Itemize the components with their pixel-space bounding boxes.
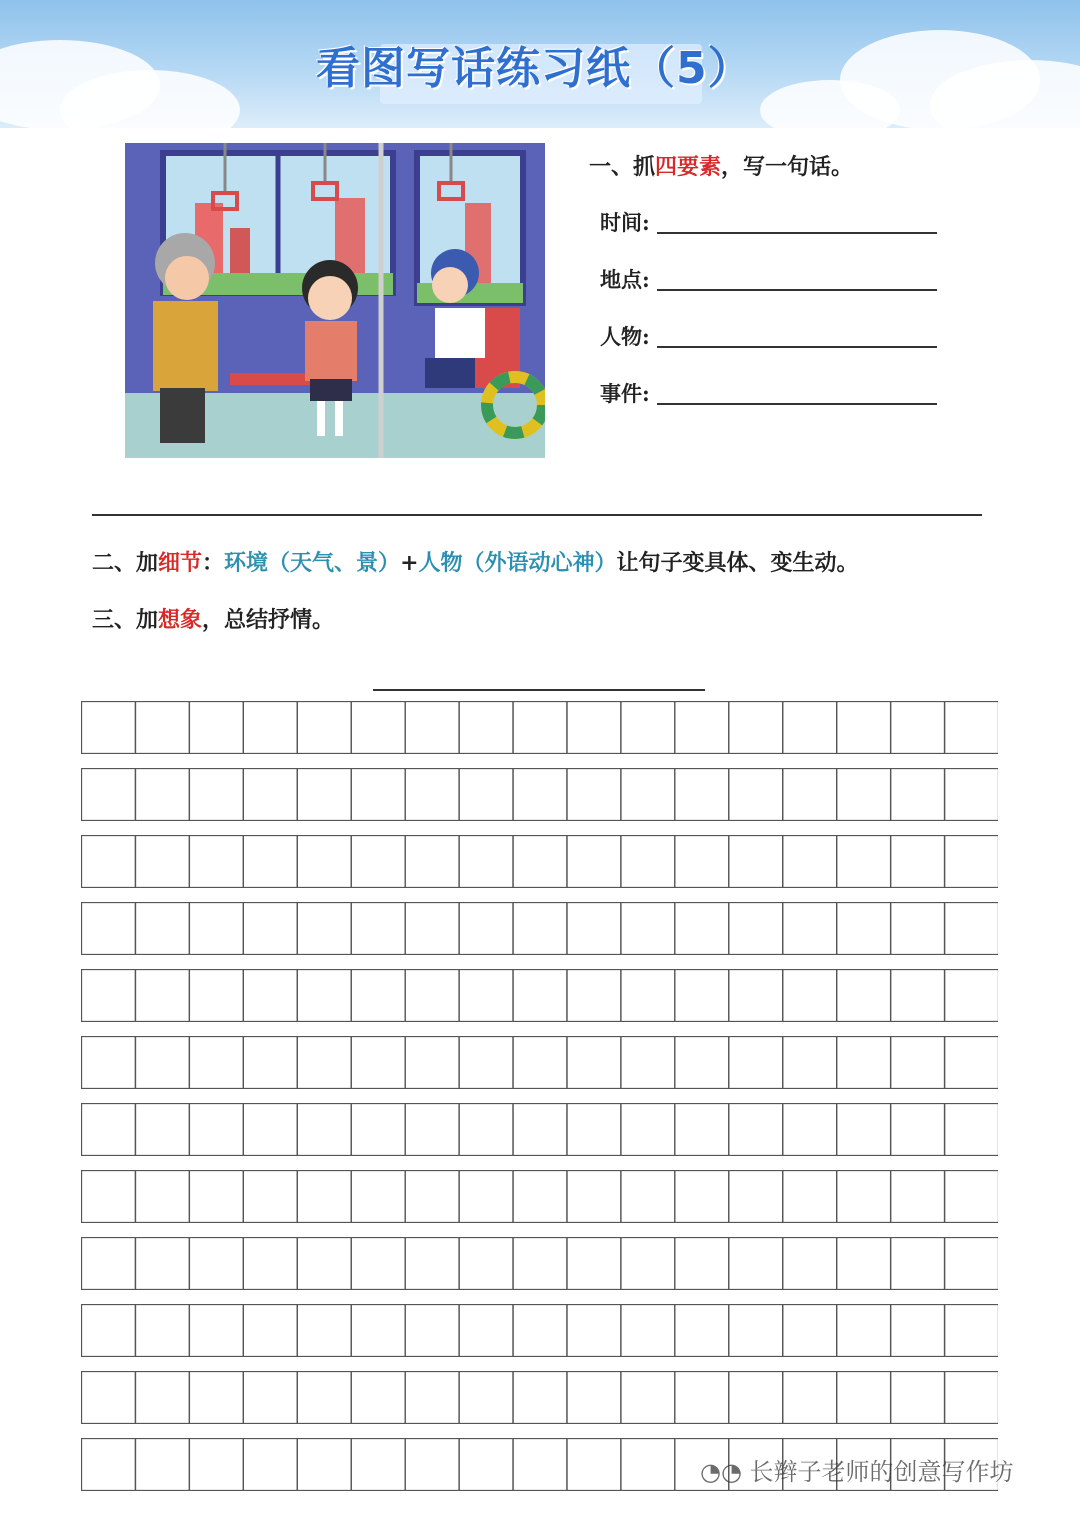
grid-cell[interactable] bbox=[135, 1171, 189, 1223]
grid-cell[interactable] bbox=[945, 1305, 998, 1357]
section2-heading bbox=[92, 546, 859, 577]
grid-cell[interactable] bbox=[82, 1037, 136, 1089]
grid-cell[interactable] bbox=[567, 1305, 621, 1357]
grid-cell[interactable] bbox=[82, 1305, 136, 1357]
grid-cell[interactable] bbox=[351, 1439, 405, 1491]
section3-highlight: 想象 bbox=[158, 607, 203, 633]
grid-cell[interactable] bbox=[405, 1171, 459, 1223]
grid-cell[interactable] bbox=[405, 702, 459, 754]
grid-cell[interactable] bbox=[351, 1037, 405, 1089]
field-event-line[interactable] bbox=[657, 403, 937, 405]
grid-cell[interactable] bbox=[405, 970, 459, 1022]
grid-cell[interactable] bbox=[567, 1104, 621, 1156]
grid-cell[interactable] bbox=[351, 1171, 405, 1223]
grid-cell[interactable] bbox=[891, 1372, 945, 1424]
grid-cell[interactable] bbox=[675, 1238, 729, 1290]
grid-cell[interactable] bbox=[459, 970, 513, 1022]
grid-cell[interactable] bbox=[243, 1104, 297, 1156]
grid-cell[interactable] bbox=[567, 1171, 621, 1223]
grid-row[interactable] bbox=[81, 969, 998, 1022]
section1-prefix: 一、抓 bbox=[589, 154, 656, 180]
grid-cell[interactable] bbox=[567, 836, 621, 888]
grid-cell[interactable] bbox=[837, 1037, 891, 1089]
bus-scene-illustration bbox=[125, 143, 545, 458]
grid-cell[interactable] bbox=[621, 1305, 675, 1357]
grid-cell[interactable] bbox=[297, 1372, 351, 1424]
section2-colon: ： bbox=[202, 550, 225, 576]
grid-cell[interactable] bbox=[135, 1305, 189, 1357]
grid-cell[interactable] bbox=[189, 769, 243, 821]
grid-cell[interactable] bbox=[513, 1439, 567, 1491]
grid-cell[interactable] bbox=[891, 1238, 945, 1290]
grid-cell[interactable] bbox=[189, 1104, 243, 1156]
grid-cell[interactable] bbox=[675, 1171, 729, 1223]
answer-line[interactable] bbox=[92, 514, 982, 516]
grid-cell[interactable] bbox=[891, 1171, 945, 1223]
grid-cell[interactable] bbox=[351, 836, 405, 888]
grid-cell[interactable] bbox=[351, 970, 405, 1022]
grid-cell[interactable] bbox=[135, 970, 189, 1022]
grid-cell[interactable] bbox=[297, 1305, 351, 1357]
grid-cell[interactable] bbox=[351, 1238, 405, 1290]
grid-cell[interactable] bbox=[459, 1372, 513, 1424]
grid-cell[interactable] bbox=[243, 1372, 297, 1424]
grid-cell[interactable] bbox=[243, 702, 297, 754]
grid-cell[interactable] bbox=[945, 769, 998, 821]
grid-cell[interactable] bbox=[891, 903, 945, 955]
grid-cell[interactable] bbox=[405, 903, 459, 955]
grid-cell[interactable] bbox=[513, 1372, 567, 1424]
grid-row[interactable] bbox=[81, 701, 998, 754]
grid-cell[interactable] bbox=[243, 1305, 297, 1357]
grid-cell[interactable] bbox=[891, 702, 945, 754]
grid-cell[interactable] bbox=[459, 769, 513, 821]
grid-row[interactable] bbox=[81, 1036, 998, 1089]
grid-cell[interactable] bbox=[243, 903, 297, 955]
section2-suffix: 让句子变具体、变生动。 bbox=[616, 550, 859, 576]
grid-row[interactable] bbox=[81, 1237, 998, 1290]
wechat-icon: ◔◔ bbox=[700, 1458, 750, 1486]
grid-cell[interactable] bbox=[621, 702, 675, 754]
grid-cell[interactable] bbox=[243, 970, 297, 1022]
grid-cell[interactable] bbox=[351, 769, 405, 821]
watermark-text: 长辫子老师的创意写作坊 bbox=[749, 1458, 1014, 1486]
section3-prefix: 三、加 bbox=[92, 607, 159, 633]
grid-cell[interactable] bbox=[189, 1439, 243, 1491]
grid-cell[interactable] bbox=[567, 1037, 621, 1089]
grid-cell[interactable] bbox=[945, 702, 998, 754]
grid-cell[interactable] bbox=[135, 769, 189, 821]
grid-cell[interactable] bbox=[297, 836, 351, 888]
grid-cell[interactable] bbox=[243, 1439, 297, 1491]
grid-cell[interactable] bbox=[82, 970, 136, 1022]
grid-cell[interactable] bbox=[459, 1305, 513, 1357]
grid-cell[interactable] bbox=[513, 1238, 567, 1290]
grid-cell[interactable] bbox=[513, 903, 567, 955]
page-title: 看图写话练习纸（5） bbox=[316, 43, 753, 94]
grid-cell[interactable] bbox=[459, 1171, 513, 1223]
section2-detail: 环境（天气、景） bbox=[224, 550, 401, 576]
grid-cell[interactable] bbox=[405, 836, 459, 888]
grid-cell[interactable] bbox=[189, 1372, 243, 1424]
grid-cell[interactable] bbox=[945, 903, 998, 955]
grid-cell[interactable] bbox=[189, 836, 243, 888]
grid-cell[interactable] bbox=[243, 769, 297, 821]
grid-cell[interactable] bbox=[513, 1171, 567, 1223]
grid-cell[interactable] bbox=[459, 836, 513, 888]
grid-cell[interactable] bbox=[243, 1037, 297, 1089]
grid-cell[interactable] bbox=[621, 970, 675, 1022]
grid-cell[interactable] bbox=[297, 1171, 351, 1223]
grid-cell[interactable] bbox=[405, 1104, 459, 1156]
grid-cell[interactable] bbox=[891, 769, 945, 821]
grid-cell[interactable] bbox=[783, 1104, 837, 1156]
section2-plus: + bbox=[400, 550, 419, 576]
grid-cell[interactable] bbox=[135, 1439, 189, 1491]
grid-cell[interactable] bbox=[783, 1372, 837, 1424]
grid-cell[interactable] bbox=[621, 903, 675, 955]
field-time-label: 时间: bbox=[600, 210, 650, 235]
grid-cell[interactable] bbox=[189, 970, 243, 1022]
grid-cell[interactable] bbox=[675, 702, 729, 754]
grid-cell[interactable] bbox=[837, 1305, 891, 1357]
section1-heading bbox=[589, 150, 853, 181]
grid-cell[interactable] bbox=[837, 769, 891, 821]
grid-cell[interactable] bbox=[945, 1037, 998, 1089]
grid-cell[interactable] bbox=[459, 1238, 513, 1290]
grid-cell[interactable] bbox=[567, 1372, 621, 1424]
grid-row[interactable] bbox=[81, 835, 998, 888]
grid-cell[interactable] bbox=[459, 1439, 513, 1491]
grid-cell[interactable] bbox=[297, 702, 351, 754]
grid-cell[interactable] bbox=[513, 702, 567, 754]
grid-cell[interactable] bbox=[729, 1171, 783, 1223]
grid-cell[interactable] bbox=[189, 1238, 243, 1290]
field-people-line[interactable] bbox=[657, 346, 937, 348]
grid-cell[interactable] bbox=[891, 1305, 945, 1357]
grid-cell[interactable] bbox=[729, 1037, 783, 1089]
section3-suffix: ，总结抒情。 bbox=[202, 607, 335, 633]
grid-cell[interactable] bbox=[135, 903, 189, 955]
grid-cell[interactable] bbox=[729, 1372, 783, 1424]
grid-row[interactable] bbox=[81, 1170, 998, 1223]
grid-cell[interactable] bbox=[675, 1372, 729, 1424]
grid-cell[interactable] bbox=[459, 903, 513, 955]
grid-cell[interactable] bbox=[405, 1372, 459, 1424]
grid-cell[interactable] bbox=[837, 836, 891, 888]
grid-cell[interactable] bbox=[513, 836, 567, 888]
grid-cell[interactable] bbox=[675, 1037, 729, 1089]
grid-cell[interactable] bbox=[351, 1104, 405, 1156]
grid-cell[interactable] bbox=[297, 1104, 351, 1156]
grid-cell[interactable] bbox=[243, 836, 297, 888]
grid-cell[interactable] bbox=[891, 836, 945, 888]
grid-cell[interactable] bbox=[621, 1037, 675, 1089]
grid-cell[interactable] bbox=[405, 1037, 459, 1089]
grid-cell[interactable] bbox=[675, 1104, 729, 1156]
grid-cell[interactable] bbox=[82, 1439, 136, 1491]
grid-cell[interactable] bbox=[945, 1238, 998, 1290]
grid-cell[interactable] bbox=[783, 903, 837, 955]
grid-cell[interactable] bbox=[82, 1171, 136, 1223]
grid-cell[interactable] bbox=[82, 1372, 136, 1424]
grid-cell[interactable] bbox=[189, 903, 243, 955]
grid-cell[interactable] bbox=[837, 970, 891, 1022]
grid-cell[interactable] bbox=[621, 769, 675, 821]
grid-cell[interactable] bbox=[675, 970, 729, 1022]
grid-cell[interactable] bbox=[513, 1037, 567, 1089]
grid-cell[interactable] bbox=[945, 1171, 998, 1223]
grid-cell[interactable] bbox=[945, 1104, 998, 1156]
grid-cell[interactable] bbox=[135, 1037, 189, 1089]
grid-cell[interactable] bbox=[513, 1305, 567, 1357]
grid-cell[interactable] bbox=[297, 1037, 351, 1089]
grid-cell[interactable] bbox=[783, 1238, 837, 1290]
grid-cell[interactable] bbox=[729, 970, 783, 1022]
grid-cell[interactable] bbox=[189, 1305, 243, 1357]
grid-cell[interactable] bbox=[675, 1305, 729, 1357]
grid-cell[interactable] bbox=[621, 836, 675, 888]
grid-cell[interactable] bbox=[567, 769, 621, 821]
grid-cell[interactable] bbox=[82, 1104, 136, 1156]
grid-cell[interactable] bbox=[945, 1372, 998, 1424]
grid-cell[interactable] bbox=[351, 1305, 405, 1357]
grid-cell[interactable] bbox=[567, 1439, 621, 1491]
grid-cell[interactable] bbox=[675, 769, 729, 821]
grid-cell[interactable] bbox=[837, 1372, 891, 1424]
grid-cell[interactable] bbox=[189, 702, 243, 754]
grid-cell[interactable] bbox=[621, 1372, 675, 1424]
grid-cell[interactable] bbox=[621, 1439, 675, 1491]
grid-cell[interactable] bbox=[82, 903, 136, 955]
grid-cell[interactable] bbox=[297, 769, 351, 821]
grid-cell[interactable] bbox=[783, 1171, 837, 1223]
grid-cell[interactable] bbox=[783, 836, 837, 888]
section2-prefix: 二、加 bbox=[92, 550, 159, 576]
grid-cell[interactable] bbox=[891, 1104, 945, 1156]
grid-cell[interactable] bbox=[891, 970, 945, 1022]
grid-cell[interactable] bbox=[783, 1305, 837, 1357]
field-place-label: 地点: bbox=[600, 267, 650, 292]
field-event-label: 事件: bbox=[600, 381, 650, 406]
grid-cell[interactable] bbox=[567, 1238, 621, 1290]
grid-cell[interactable] bbox=[837, 1104, 891, 1156]
grid-cell[interactable] bbox=[783, 769, 837, 821]
grid-cell[interactable] bbox=[729, 1104, 783, 1156]
section2-highlight: 细节 bbox=[158, 550, 203, 576]
grid-cell[interactable] bbox=[82, 1238, 136, 1290]
grid-cell[interactable] bbox=[297, 903, 351, 955]
grid-cell[interactable] bbox=[135, 1238, 189, 1290]
grid-cell[interactable] bbox=[405, 1238, 459, 1290]
grid-cell[interactable] bbox=[459, 1037, 513, 1089]
grid-cell[interactable] bbox=[621, 1238, 675, 1290]
grid-row[interactable] bbox=[81, 1371, 998, 1424]
field-place-line[interactable] bbox=[657, 289, 937, 291]
grid-cell[interactable] bbox=[729, 1238, 783, 1290]
grid-cell[interactable] bbox=[729, 769, 783, 821]
grid-cell[interactable] bbox=[567, 970, 621, 1022]
grid-cell[interactable] bbox=[189, 1171, 243, 1223]
grid-cell[interactable] bbox=[82, 702, 136, 754]
grid-row[interactable] bbox=[81, 1103, 998, 1156]
grid-cell[interactable] bbox=[945, 836, 998, 888]
grid-row[interactable] bbox=[81, 902, 998, 955]
grid-cell[interactable] bbox=[675, 836, 729, 888]
grid-cell[interactable] bbox=[837, 702, 891, 754]
watermark bbox=[700, 1452, 1014, 1487]
grid-cell[interactable] bbox=[82, 769, 136, 821]
grid-cell[interactable] bbox=[189, 1037, 243, 1089]
grid-cell[interactable] bbox=[351, 702, 405, 754]
section1-highlight: 四要素 bbox=[655, 154, 722, 180]
grid-cell[interactable] bbox=[783, 702, 837, 754]
section2-detail2: 人物（外语动心神） bbox=[418, 550, 617, 576]
grid-cell[interactable] bbox=[729, 1305, 783, 1357]
grid-cell[interactable] bbox=[297, 1238, 351, 1290]
grid-cell[interactable] bbox=[945, 970, 998, 1022]
field-people-label: 人物: bbox=[600, 324, 650, 349]
header-banner bbox=[0, 0, 1080, 128]
grid-cell[interactable] bbox=[243, 1171, 297, 1223]
grid-cell[interactable] bbox=[837, 1238, 891, 1290]
title-wrap bbox=[316, 24, 756, 94]
grid-cell[interactable] bbox=[351, 1372, 405, 1424]
grid-cell[interactable] bbox=[135, 1372, 189, 1424]
grid-cell[interactable] bbox=[567, 702, 621, 754]
grid-cell[interactable] bbox=[135, 836, 189, 888]
section1-suffix: ，写一句话。 bbox=[721, 154, 854, 180]
section3-heading bbox=[92, 603, 334, 634]
grid-cell[interactable] bbox=[783, 1037, 837, 1089]
grid-cell[interactable] bbox=[135, 702, 189, 754]
grid-cell[interactable] bbox=[459, 702, 513, 754]
grid-cell[interactable] bbox=[567, 903, 621, 955]
grid-cell[interactable] bbox=[513, 769, 567, 821]
grid-cell[interactable] bbox=[513, 970, 567, 1022]
grid-cell[interactable] bbox=[405, 769, 459, 821]
grid-cell[interactable] bbox=[891, 1037, 945, 1089]
grid-cell[interactable] bbox=[783, 970, 837, 1022]
grid-cell[interactable] bbox=[297, 970, 351, 1022]
grid-cell[interactable] bbox=[351, 903, 405, 955]
grid-cell[interactable] bbox=[405, 1305, 459, 1357]
grid-cell[interactable] bbox=[459, 1104, 513, 1156]
grid-cell[interactable] bbox=[297, 1439, 351, 1491]
grid-cell[interactable] bbox=[135, 1104, 189, 1156]
grid-cell[interactable] bbox=[243, 1238, 297, 1290]
grid-row[interactable] bbox=[81, 768, 998, 821]
grid-cell[interactable] bbox=[513, 1104, 567, 1156]
grid-cell[interactable] bbox=[621, 1104, 675, 1156]
grid-cell[interactable] bbox=[729, 836, 783, 888]
essay-title-line[interactable] bbox=[373, 689, 705, 691]
field-time-line[interactable] bbox=[657, 232, 937, 234]
grid-cell[interactable] bbox=[729, 702, 783, 754]
grid-cell[interactable] bbox=[82, 836, 136, 888]
grid-cell[interactable] bbox=[621, 1171, 675, 1223]
grid-cell[interactable] bbox=[837, 1171, 891, 1223]
grid-row[interactable] bbox=[81, 1304, 998, 1357]
grid-cell[interactable] bbox=[405, 1439, 459, 1491]
grid-cell[interactable] bbox=[837, 903, 891, 955]
grid-cell[interactable] bbox=[729, 903, 783, 955]
grid-cell[interactable] bbox=[675, 903, 729, 955]
